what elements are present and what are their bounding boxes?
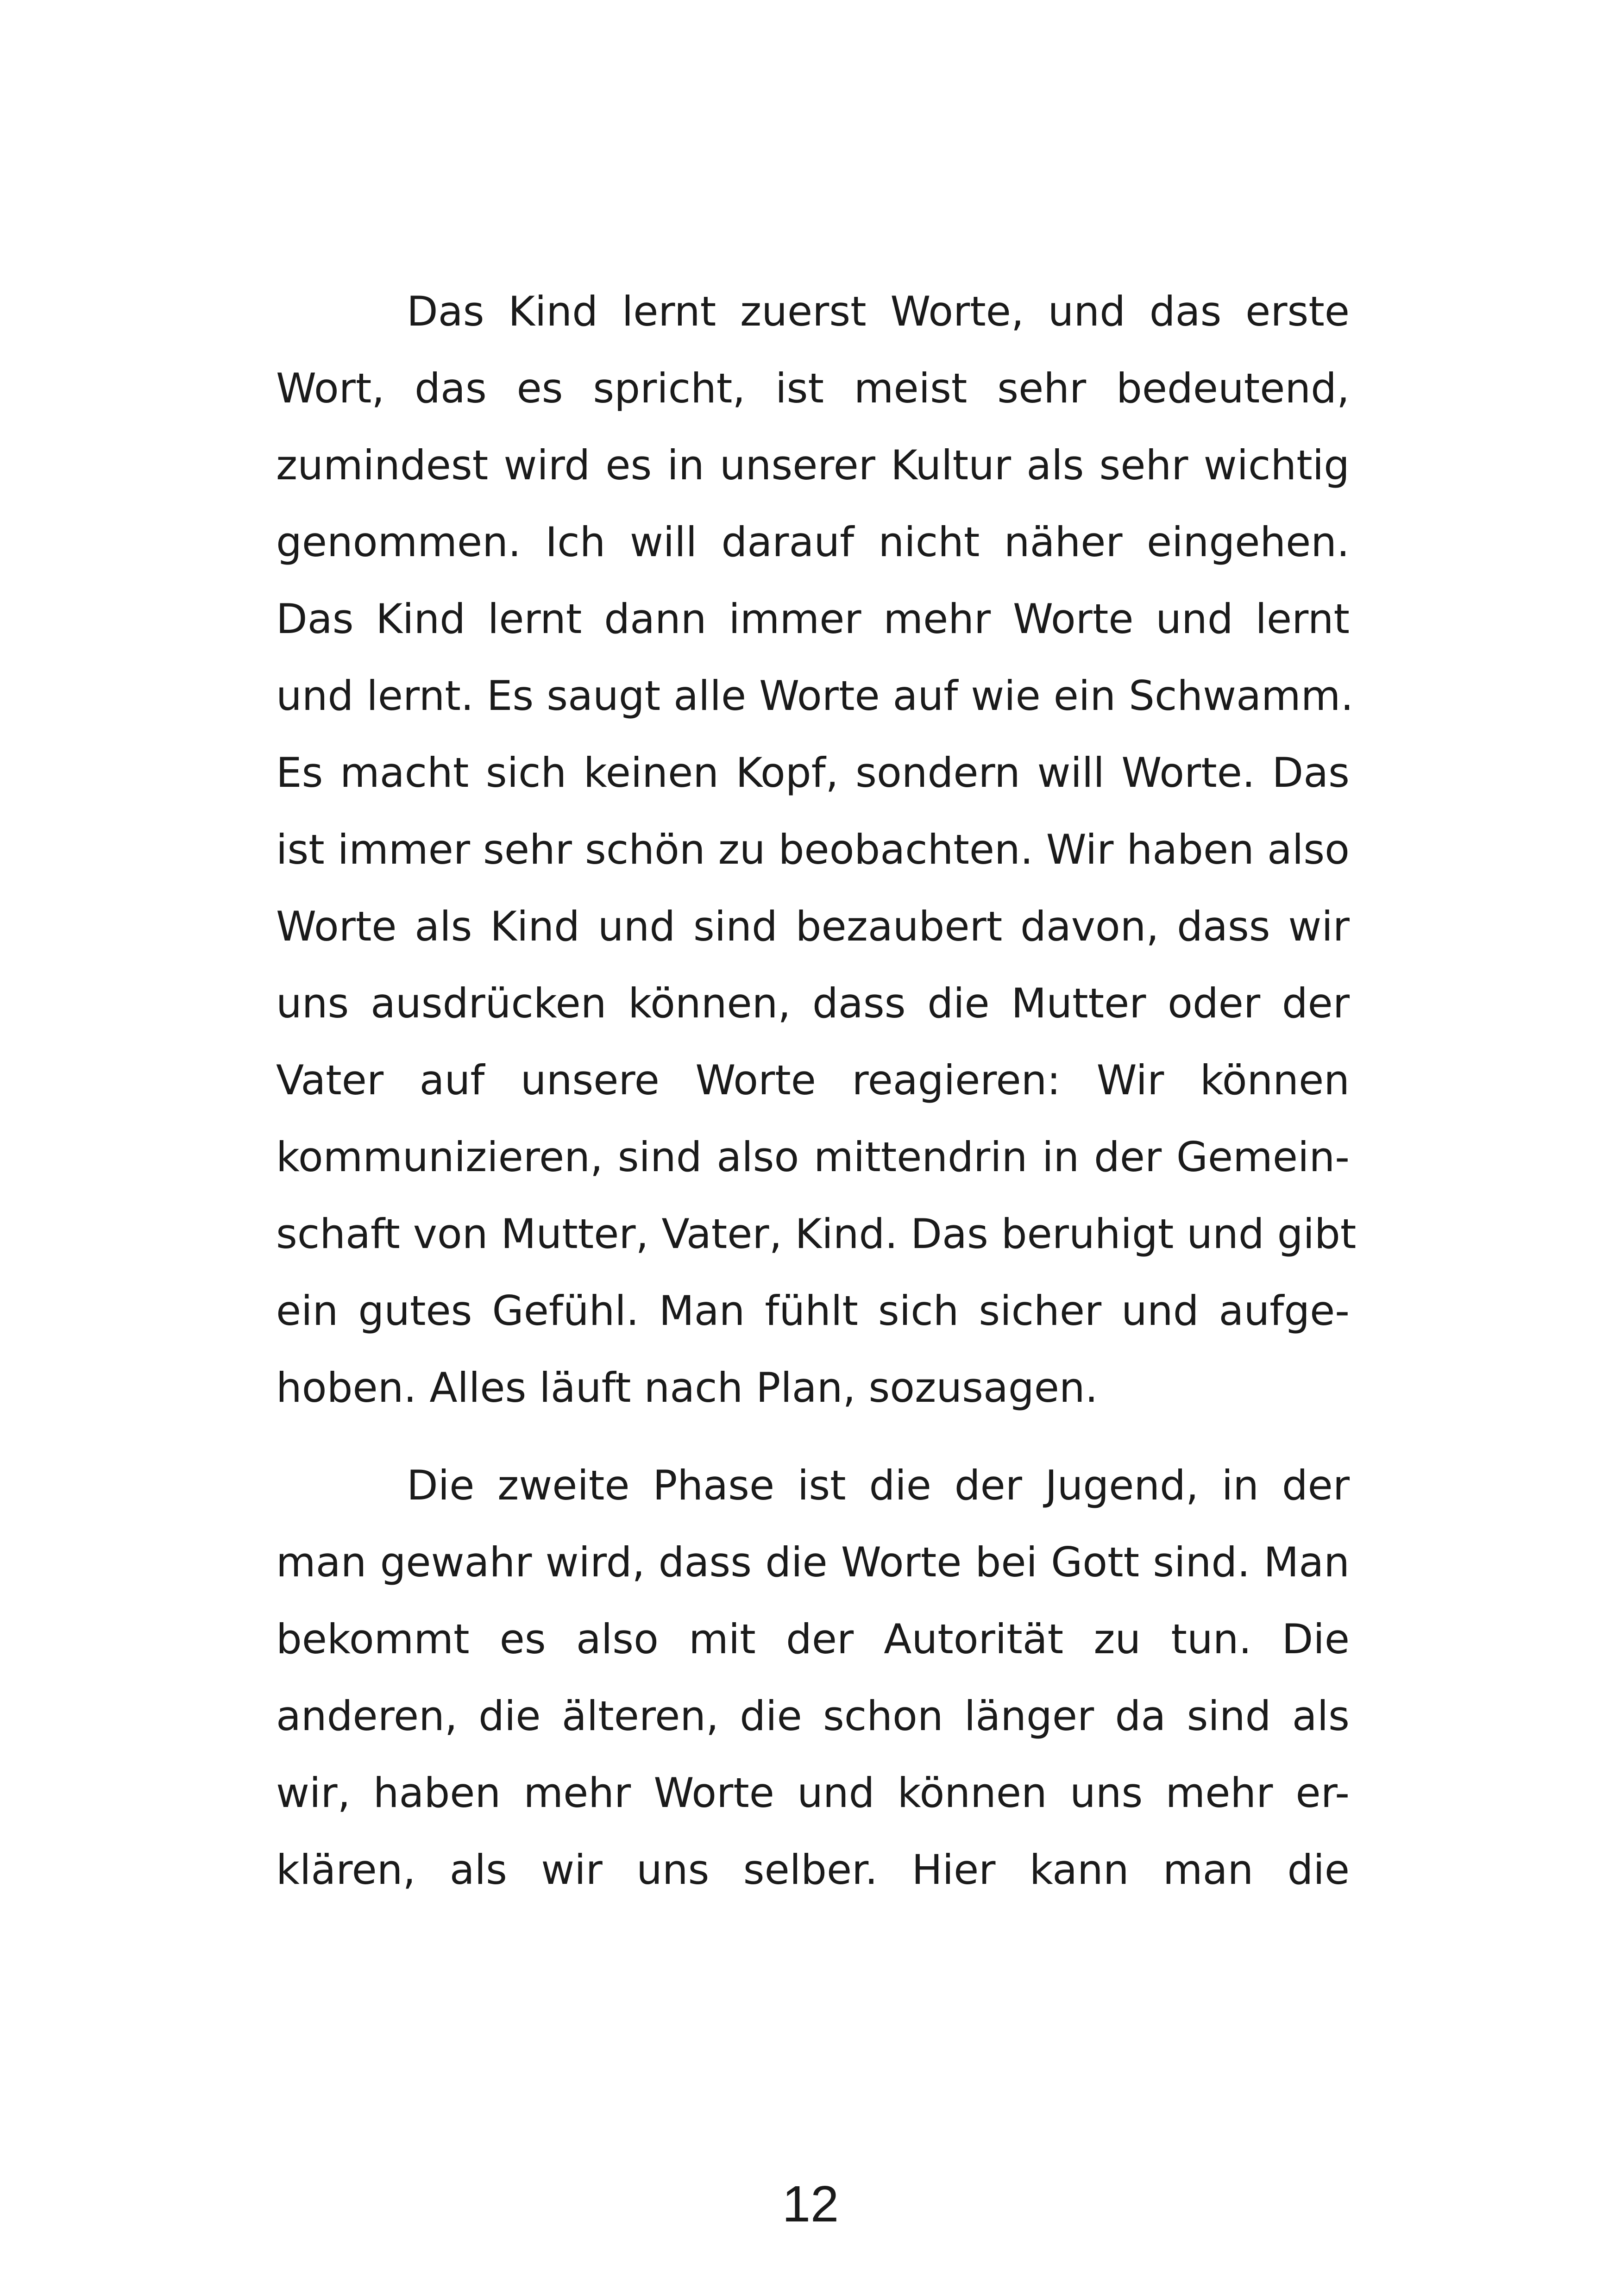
text-line: Vater auf unsere Worte reagieren: Wir können (276, 1056, 1350, 1104)
text-line: zumindest wird es in unserer Kultur als sehr wichtig (276, 441, 1350, 489)
text-line: Das Kind lernt zuerst Worte, und das erste (407, 288, 1350, 335)
text-line: wir, haben mehr Worte und können uns mehr er- (276, 1769, 1350, 1817)
text-line: Wort, das es spricht, ist meist sehr bedeutend, (276, 364, 1350, 412)
text-line: anderen, die älteren, die schon länger da sind als (276, 1692, 1350, 1740)
text-line: uns ausdrücken können, dass die Mutter oder der (276, 979, 1350, 1027)
text-line: Die zweite Phase ist die der Jugend, in der (407, 1462, 1350, 1509)
paragraph-1 (276, 273, 1357, 1426)
text-line: Worte als Kind und sind bezaubert davon, dass wir (276, 903, 1350, 950)
text-line: Das Kind lernt dann immer mehr Worte und lernt (276, 595, 1350, 643)
body-text (276, 273, 1357, 1908)
text-line: kommunizieren, sind also mittendrin in der Gemein- (276, 1133, 1350, 1181)
paragraph-spacer (276, 1426, 1350, 1447)
text-line: ist immer sehr schön zu beobachten. Wir haben also (276, 826, 1350, 873)
text-line: man gewahr wird, dass die Worte bei Gott sind. Man (276, 1538, 1350, 1586)
text-line: Es macht sich keinen Kopf, sondern will Worte. Das (276, 749, 1350, 797)
text-line: genommen. Ich will darauf nicht näher eingehen. (276, 518, 1350, 566)
text-line: ein gutes Gefühl. Man fühlt sich sicher und aufge- (276, 1287, 1350, 1335)
text-line: bekommt es also mit der Autorität zu tun. Die (276, 1615, 1350, 1663)
text-line: klären, als wir uns selber. Hier kann man die (276, 1846, 1350, 1894)
text-line: schaft von Mutter, Vater, Kind. Das beruhigt und gibt (276, 1210, 1357, 1258)
page-number: 12 (782, 2176, 839, 2233)
text-line: und lernt. Es saugt alle Worte auf wie ein Schwamm. (276, 672, 1354, 720)
text-line: hoben. Alles läuft nach Plan, sozusagen. (276, 1364, 1098, 1411)
paragraph-2 (276, 1447, 1350, 1908)
